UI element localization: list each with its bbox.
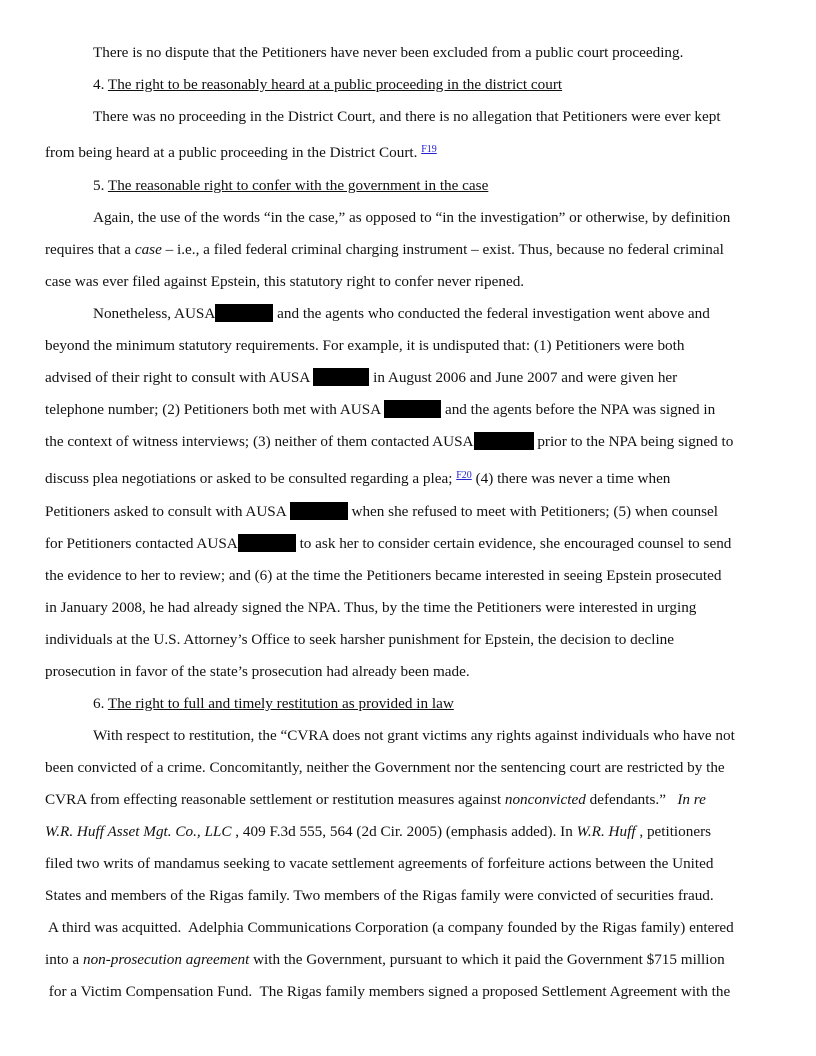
heading-number: 6. bbox=[93, 695, 108, 712]
paragraph-line bbox=[45, 598, 773, 618]
italic-text: In re bbox=[677, 791, 706, 808]
italic-text: nonconvicted bbox=[504, 791, 586, 808]
text-span: A third was acquitted. Adelphia Communications Corporation (a company founded by the Rigas family) entered bbox=[45, 919, 734, 936]
text-span: , petitioners bbox=[635, 823, 712, 840]
text-span: in January 2008, he had already signed the NPA. Thus, by the time the Petitioners were interested in urging bbox=[45, 599, 697, 616]
paragraph-line bbox=[45, 918, 773, 938]
redaction-box bbox=[215, 304, 273, 322]
text-span: , 409 F.3d 555, 564 (2d Cir. 2005) (emphasis added). In bbox=[231, 823, 577, 840]
text-span: and the agents who conducted the federal investigation went above and bbox=[273, 305, 710, 322]
paragraph-line bbox=[45, 432, 773, 452]
paragraph-line bbox=[45, 566, 773, 586]
italic-text: case bbox=[134, 241, 162, 258]
text-span: prosecution in favor of the state’s prosecution had already been made. bbox=[45, 663, 470, 680]
text-span: when she refused to meet with Petitioners; (5) when counsel bbox=[347, 503, 719, 520]
paragraph-line bbox=[45, 240, 773, 260]
text-span: in August 2006 and June 2007 and were given her bbox=[369, 369, 678, 386]
footnote-ref bbox=[456, 470, 472, 481]
paragraph-line bbox=[45, 886, 773, 906]
paragraph-line bbox=[93, 304, 773, 324]
redaction-box bbox=[290, 502, 348, 520]
heading-title: The right to be reasonably heard at a public proceeding in the district court bbox=[107, 76, 563, 93]
text-span: Nonetheless, AUSA bbox=[93, 305, 216, 322]
footnote-link-f20[interactable]: F20 bbox=[456, 470, 472, 481]
paragraph-line bbox=[93, 107, 773, 127]
redaction-box bbox=[238, 534, 296, 552]
text-span: There is no dispute that the Petitioners have never been excluded from a public court proceeding. bbox=[93, 44, 684, 61]
paragraph-line bbox=[93, 726, 773, 746]
paragraph-line bbox=[93, 43, 773, 63]
paragraph-line bbox=[45, 143, 773, 163]
paragraph-line bbox=[45, 982, 773, 1002]
text-span: There was no proceeding in the District Court, and there is no allegation that Petitioners were ever kept bbox=[93, 108, 721, 125]
text-span: With respect to restitution, the “CVRA does not grant victims any rights against individuals who have not bbox=[93, 727, 735, 744]
paragraph-line bbox=[45, 272, 773, 292]
paragraph-line bbox=[45, 469, 773, 489]
section-heading-5 bbox=[93, 176, 773, 196]
text-span: requires that a bbox=[45, 241, 135, 258]
paragraph-line bbox=[45, 336, 773, 356]
text-span: telephone number; (2) Petitioners both met with AUSA bbox=[45, 401, 385, 418]
section-heading-4 bbox=[93, 75, 773, 95]
text-span: for Petitioners contacted AUSA bbox=[45, 535, 238, 552]
paragraph-line bbox=[93, 208, 773, 228]
text-span: beyond the minimum statutory requirements. For example, it is undisputed that: (1) Petitioners were both bbox=[45, 337, 685, 354]
redaction-box bbox=[313, 368, 369, 386]
text-span: for a Victim Compensation Fund. The Rigas family members signed a proposed Settlement Agreement with the bbox=[45, 983, 731, 1000]
text-span: discuss plea negotiations or asked to be consulted regarding a plea; bbox=[45, 470, 457, 487]
text-span: into a bbox=[45, 951, 83, 968]
text-span: advised of their right to consult with AUSA bbox=[45, 369, 314, 386]
paragraph-line bbox=[45, 662, 773, 682]
footnote-ref bbox=[421, 144, 437, 155]
heading-title: The reasonable right to confer with the government in the case bbox=[107, 177, 489, 194]
text-span: the evidence to her to review; and (6) at the time the Petitioners became interested in seeing Epstein prosecuted bbox=[45, 567, 722, 584]
paragraph-line bbox=[45, 950, 773, 970]
text-span: from being heard at a public proceeding in the District Court. bbox=[45, 144, 422, 161]
italic-text: non-prosecution agreement bbox=[82, 951, 250, 968]
paragraph-line bbox=[45, 400, 773, 420]
text-span: the context of witness interviews; (3) neither of them contacted AUSA bbox=[45, 433, 474, 450]
paragraph-line bbox=[45, 758, 773, 778]
paragraph-line bbox=[45, 790, 773, 810]
paragraph-line bbox=[45, 854, 773, 874]
text-span: – i.e., a filed federal criminal charging instrument – exist. Thus, because no federal criminal bbox=[161, 241, 724, 258]
text-span: and the agents before the NPA was signed in bbox=[441, 401, 716, 418]
paragraph-line bbox=[45, 630, 773, 650]
text-span: CVRA from effecting reasonable settlement or restitution measures against bbox=[45, 791, 505, 808]
italic-text: W.R. Huff Asset Mgt. Co., LLC bbox=[45, 823, 232, 840]
heading-number: 5. bbox=[93, 177, 108, 194]
text-span: filed two writs of mandamus seeking to vacate settlement agreements of forfeiture actions between the United bbox=[45, 855, 714, 872]
text-span: been convicted of a crime. Concomitantly, neither the Government nor the sentencing court are restricted by the bbox=[45, 759, 725, 776]
text-span: case was ever filed against Epstein, this statutory right to confer never ripened. bbox=[45, 273, 525, 290]
text-span: States and members of the Rigas family. Two members of the Rigas family were convicted of securities fraud. bbox=[45, 887, 714, 904]
text-span: prior to the NPA being signed to bbox=[533, 433, 734, 450]
text-span: Petitioners asked to consult with AUSA bbox=[45, 503, 290, 520]
text-span: defendants.” bbox=[585, 791, 678, 808]
paragraph-line bbox=[45, 822, 773, 842]
paragraph-line bbox=[45, 534, 773, 554]
text-span: (4) there was never a time when bbox=[471, 470, 671, 487]
text-span: Again, the use of the words “in the case,” as opposed to “in the investigation” or otherwise, by definition bbox=[93, 209, 731, 226]
heading-number: 4. bbox=[93, 76, 108, 93]
section-heading-6 bbox=[93, 694, 773, 714]
text-span: with the Government, pursuant to which it paid the Government $715 million bbox=[249, 951, 725, 968]
redaction-box bbox=[474, 432, 534, 450]
paragraph-line bbox=[45, 368, 773, 388]
text-span: to ask her to consider certain evidence, she encouraged counsel to send bbox=[295, 535, 732, 552]
italic-text: W.R. Huff bbox=[576, 823, 636, 840]
footnote-link-f19[interactable]: F19 bbox=[421, 144, 437, 155]
paragraph-line bbox=[45, 502, 773, 522]
redaction-box bbox=[384, 400, 441, 418]
heading-title: The right to full and timely restitution as provided in law bbox=[107, 695, 454, 712]
text-span: individuals at the U.S. Attorney’s Office to seek harsher punishment for Epstein, the decision to decline bbox=[45, 631, 675, 648]
